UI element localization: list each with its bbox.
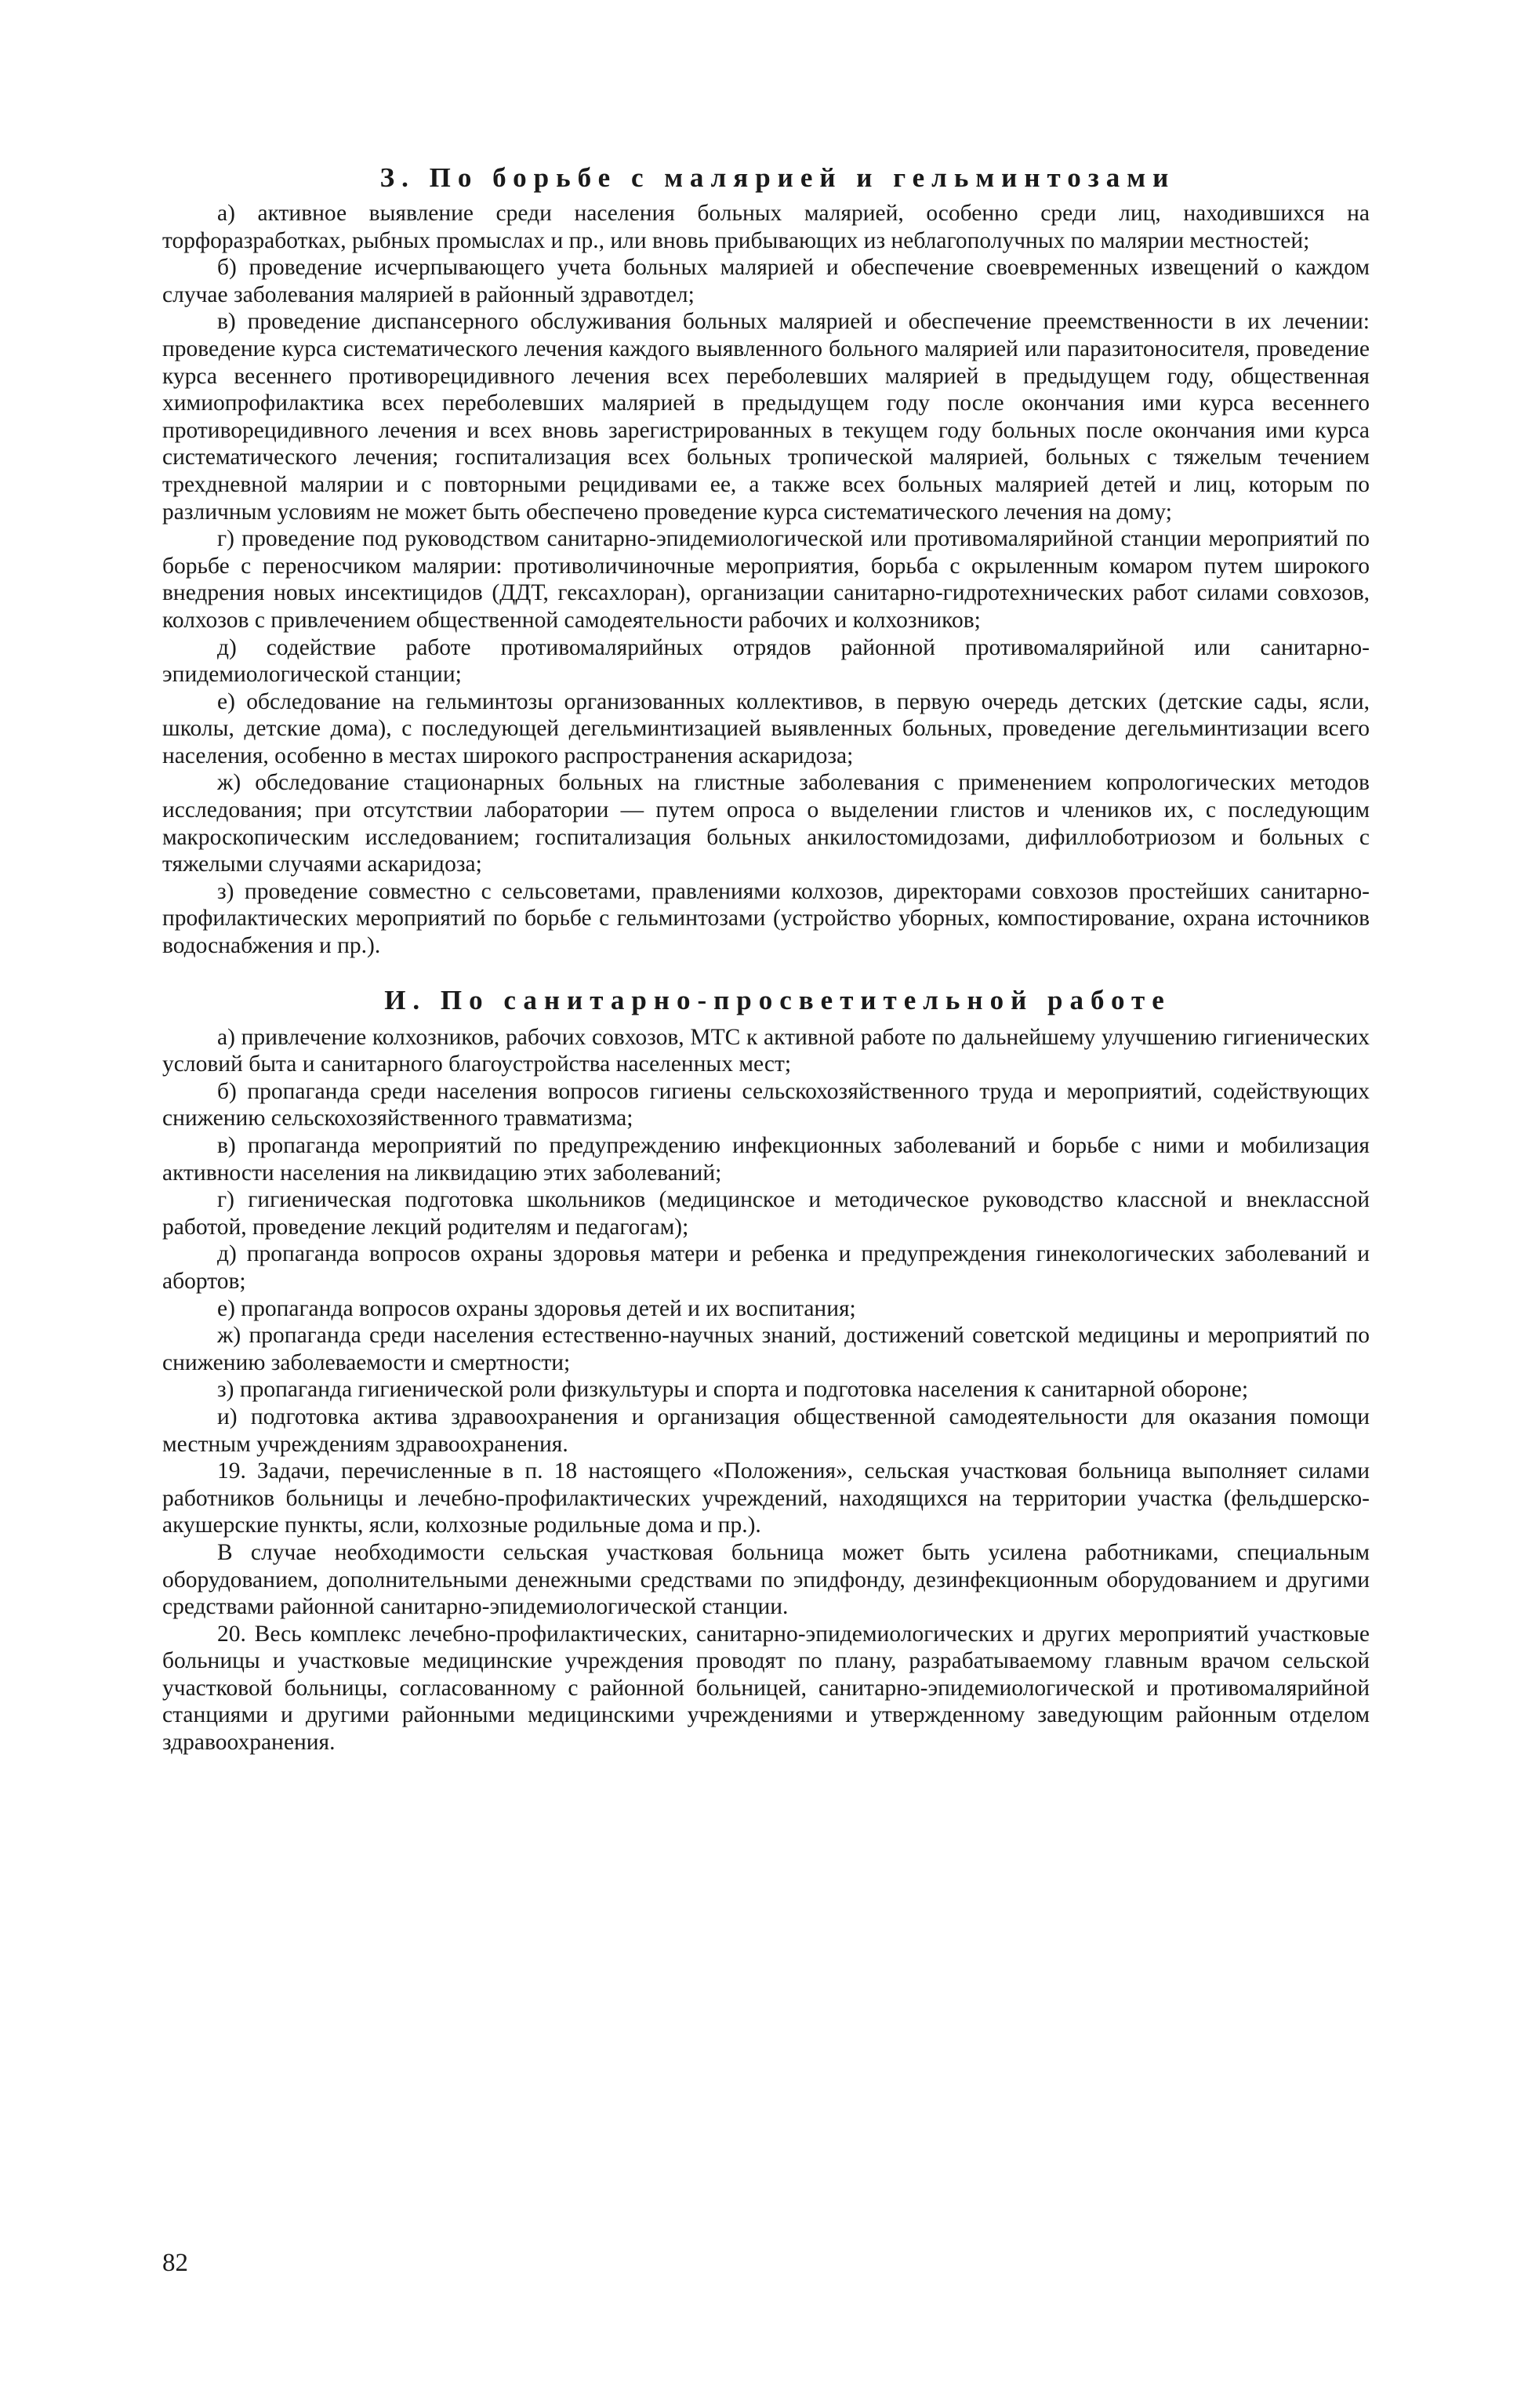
- list-item: д) пропаганда вопросов охраны здоровья матери и ребенка и предупреждения гинекологических заболеваний и абортов;: [162, 1241, 1370, 1294]
- list-item: з) проведение совместно с сельсоветами, правлениями колхозов, директорами совхозов простейших санитарно-профилактических мероприятий по борьбе с гельминтозами (устройство уборных, компостирование, охрана источников водоснабжения и пр.).: [162, 878, 1370, 959]
- list-item: а) привлечение колхозников, рабочих совхозов, МТС к активной работе по дальнейшему улучшению гигиенических условий быта и санитарного благоустройства населенных мест;: [162, 1024, 1370, 1077]
- paragraph-19: 19. Задачи, перечисленные в п. 18 настоящего «Положения», сельская участковая больница выполняет силами работников больницы и лечебно-профилактических учреждений, находящихся на территории участка (фельдшерско-акушерские пункты, ясли, колхозные родильные дома и пр.).: [162, 1458, 1370, 1538]
- list-item: ж) пропаганда среди населения естественно-научных знаний, достижений советской медицины и мероприятий по снижению заболеваемости и смертности;: [162, 1323, 1370, 1375]
- page-number: 82: [162, 2249, 188, 2277]
- list-item: е) обследование на гельминтозы организованных коллективов, в первую очередь детских (детские сады, ясли, школы, детские дома), с последующей дегельминтизацией выявленных больных, проведение дегельминтизации всего населения, особенно в местах широкого распространения аскаридоза;: [162, 688, 1370, 768]
- list-item: в) пропаганда мероприятий по предупреждению инфекционных заболеваний и борьбе с ними и мобилизация активности населения на ликвидацию этих заболеваний;: [162, 1133, 1370, 1186]
- closing-paragraphs: [162, 1458, 1370, 1756]
- list-item: е) пропаганда вопросов охраны здоровья детей и их воспитания;: [217, 1295, 856, 1321]
- section-education-items: [162, 1024, 1370, 1458]
- list-item: а) активное выявление среди населения больных малярией, особенно среди лиц, находившихся на торфоразработках, рыбных промыслах и пр., или вновь прибывающих из неблагополучных по малярии местностей;: [162, 201, 1370, 253]
- section-malaria-items: [162, 200, 1370, 960]
- list-item: г) проведение под руководством санитарно-эпидемиологической или противомалярийной станции мероприятий по борьбе с переносчиком малярии: противоличиночные мероприятия, борьба с окрыленным комаром путем широкого внедрения новых инсектицидов (ДДТ, гексахлоран), организации санитарно-гидротехнических работ силами совхозов, колхозов с привлечением общественной самодеятельности рабочих и колхозников;: [162, 526, 1370, 633]
- list-item: б) проведение исчерпывающего учета больных малярией и обеспечение своевременных извещений о каждом случае заболевания малярией в районный здравотдел;: [162, 255, 1370, 307]
- list-item: б) пропаганда среди населения вопросов гигиены сельскохозяйственного труда и мероприятий, содействующих снижению сельскохозяйственного травматизма;: [162, 1078, 1370, 1131]
- list-item: в) проведение диспансерного обслуживания больных малярией и обеспечение преемственности в их лечении: проведение курса систематического лечения каждого выявленного больного малярией или паразитоносителя, проведение курса весеннего противорецидивного лечения всех переболевших малярией в предыдущем году, общественная химиопрофилактика всех переболевших малярией в предыдущем году после окончания ими курса весеннего противорецидивного лечения и всех вновь зарегистрированных в текущем году больных после окончания ими курса систематического лечения; госпитализация всех больных тропической малярией, больных с тяжелым течением трехдневной малярии и с повторными рецидивами ее, а также всех больных малярией детей и лиц, которым по различным условиям не может быть обеспечено проведение курса систематического лечения на дому;: [162, 309, 1370, 525]
- list-item: з) пропаганда гигиенической роли физкультуры и спорта и подготовка населения к санитарной обороне;: [217, 1377, 1249, 1403]
- paragraph-20: 20. Весь комплекс лечебно-профилактических, санитарно-эпидемиологических и других мероприятий участковые больницы и участковые медицинские учреждения проводят по плану, разрабатываемому главным врачом сельской участковой больницы, согласованному с районной больницей, санитарно-эпидемиологической и противомалярийной станциями и другими районными медицинскими учреждениями и утвержденному заведующим районным отделом здравоохранения.: [162, 1621, 1370, 1756]
- list-item: г) гигиеническая подготовка школьников (медицинское и методическое руководство классной и внеклассной работой, проведение лекций родителям и педагогам);: [162, 1187, 1370, 1240]
- section-heading-malaria: З. По борьбе с малярией и гельминтозами: [379, 162, 1176, 193]
- paragraph-reinforcement: В случае необходимости сельская участковая больница может быть усилена работниками, специальным оборудованием, дополнительными денежными средствами по эпидфонду, дезинфекционным оборудованием и другими средствами районной санитарно-эпидемиологической станции.: [162, 1539, 1370, 1620]
- list-item: и) подготовка актива здравоохранения и организация общественной самодеятельности для оказания помощи местным учреждениям здравоохранения.: [162, 1404, 1370, 1457]
- list-item: ж) обследование стационарных больных на глистные заболевания с применением копрологических методов исследования; при отсутствии лаборатории — путем опроса о выделении глистов и члеников их, с последующим макроскопическим исследованием; госпитализация больных анкилостомидозами, дифиллоботриозом и больных с тяжелыми случаями аскаридоза;: [162, 770, 1370, 877]
- document-page: [162, 161, 1370, 1756]
- list-item: д) содействие работе противомалярийных отрядов районной противомалярийной или санитарно-эпидемиологической станции;: [162, 634, 1370, 688]
- section-heading-education: И. По санитарно-просветительной работе: [384, 984, 1171, 1015]
